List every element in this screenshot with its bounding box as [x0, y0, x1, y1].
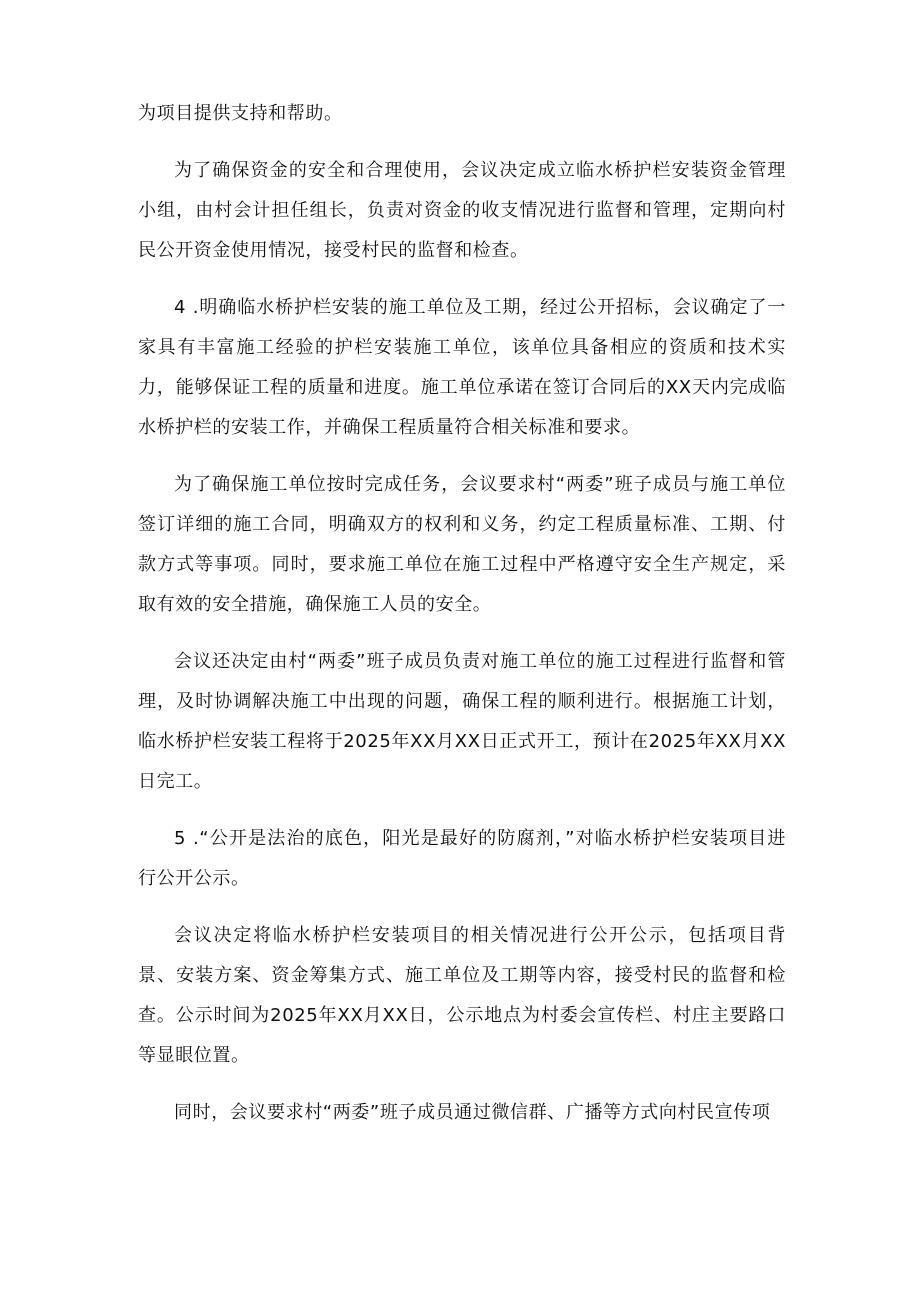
paragraph-construction-contract: 为了确保施工单位按时完成任务，会议要求村“两委”班子成员与施工单位签订详细的施工合同，明确双方的权利和义务，约定工程质量标准、工期、付款方式等事项。同时，要求施工单位在施工过程中严格遵守安全生产规定，采取有效的安全措施，确保施工人员的安全。: [138, 474, 786, 615]
paragraph-item-5-publicity: 5 .“公开是法治的底色，阳光是最好的防腐剂，”对临水桥护栏安装项目进行公开公示。: [138, 828, 786, 889]
document-body: [138, 94, 786, 1150]
paragraph-publicity-details: 会议决定将临水桥护栏安装项目的相关情况进行公开公示，包括项目背景、安装方案、资金筹集方式、施工单位及工期等内容，接受村民的监督和检查。公示时间为2025年XX月XX日，公示地点为村委会宣传栏、村庄主要路口等显眼位置。: [138, 925, 786, 1066]
paragraph-continuation: 为项目提供支持和帮助。: [138, 103, 343, 124]
paragraph-promotion: 同时，会议要求村“两委”班子成员通过微信群、广播等方式向村民宣传项: [174, 1102, 771, 1123]
paragraph-item-4-contractor: 4 .明确临水桥护栏安装的施工单位及工期，经过公开招标，会议确定了一家具有丰富施工经验的护栏安装施工单位，该单位具备相应的资质和技术实力，能够保证工程的质量和进度。施工单位承诺在签订合同后的XX天内完成临水桥护栏的安装工作，并确保工程质量符合相关标准和要求。: [138, 297, 786, 438]
paragraph-fund-management: 为了确保资金的安全和合理使用，会议决定成立临水桥护栏安装资金管理小组，由村会计担任组长，负责对资金的收支情况进行监督和管理，定期向村民公开资金使用情况，接受村民的监督和检查。: [138, 160, 786, 261]
paragraph-supervision-schedule: 会议还决定由村“两委”班子成员负责对施工单位的施工过程进行监督和管理，及时协调解决施工中出现的问题，确保工程的顺利进行。根据施工计划，临水桥护栏安装工程将于2025年XX月XX日正式开工，预计在2025年XX月XX日完工。: [138, 651, 786, 792]
